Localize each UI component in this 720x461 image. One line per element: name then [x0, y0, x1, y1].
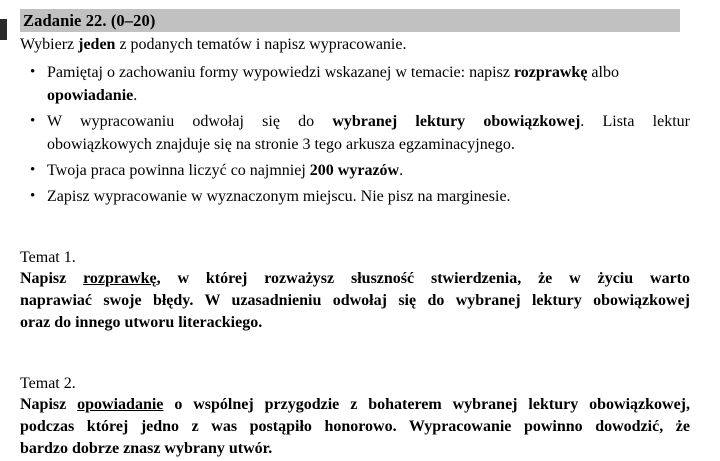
text-line — [20, 312, 690, 334]
text-line — [47, 110, 690, 133]
text-line — [20, 268, 690, 290]
page-edge-mark — [0, 19, 7, 40]
text-line — [20, 394, 690, 416]
text-run: oraz do innego utworu literackiego. — [20, 314, 263, 331]
topic-1-label: Temat 1. — [20, 249, 76, 266]
text-run: wybranej lektury obowiązkowej — [332, 113, 581, 130]
text-run: o wspólnej przygodzie z bohaterem wybranej lektury obowiązkowej, — [163, 396, 690, 413]
text-line — [47, 133, 690, 156]
exam-page — [0, 9, 720, 461]
text-line — [20, 290, 690, 312]
instruction-list — [20, 61, 690, 208]
text-run: W wypracowaniu odwołaj się do — [47, 113, 333, 130]
instruction-item — [20, 159, 690, 182]
instruction-text — [47, 61, 690, 107]
task-header-bar — [20, 9, 680, 32]
text-run: obowiązkowych znajduje się na stronie 3 tego arkusza egzaminacyjnego. — [47, 136, 515, 153]
text-run: rozprawkę — [513, 64, 588, 81]
instruction-text — [47, 110, 690, 156]
text-run: . — [133, 87, 138, 104]
text-run: Napisz — [20, 270, 84, 287]
instruction-item — [20, 185, 690, 208]
text-line — [20, 34, 690, 56]
instruction-text — [47, 159, 690, 182]
instruction-text — [47, 185, 690, 208]
bullet-dot-icon: • — [30, 162, 36, 178]
text-run: 200 wyrazów — [309, 162, 400, 179]
text-run: , w której rozważysz słuszność stwierdzenia, że w życiu warto — [156, 270, 690, 287]
text-run: . — [399, 162, 404, 179]
text-run: Wybierz — [20, 36, 79, 53]
text-line — [47, 185, 690, 208]
text-line — [20, 416, 690, 438]
text-run: Napisz — [20, 396, 78, 413]
text-run: opowiadanie — [47, 87, 134, 104]
bullet-dot-icon: • — [30, 64, 36, 80]
text-run: albo — [587, 64, 619, 81]
text-run: Zapisz wypracowanie w wyznaczonym miejscu. Nie pisz na marginesie. — [47, 188, 511, 205]
topic-2-text — [20, 394, 690, 460]
text-line — [47, 61, 690, 84]
text-run: z podanych tematów i napisz wypracowanie. — [115, 36, 407, 53]
text-line — [20, 438, 690, 460]
text-run: . Lista lektur — [580, 113, 690, 130]
bullet-dot-icon: • — [30, 188, 36, 204]
text-run: bardzo dobrze znasz wybrany utwór. — [20, 440, 273, 457]
task-intro — [20, 34, 690, 56]
text-run: jeden — [78, 36, 116, 53]
task-content — [0, 34, 720, 460]
text-line — [47, 159, 690, 182]
text-run: opowiadanie — [77, 396, 164, 413]
text-run: Pamiętaj o zachowaniu formy wypowiedzi wskazanej w temacie: napisz — [47, 64, 514, 81]
bullet-dot-icon: • — [30, 113, 36, 129]
instruction-item — [20, 110, 690, 156]
text-line — [47, 84, 690, 107]
text-run: Twoja praca powinna liczyć co najmniej — [47, 162, 310, 179]
text-run: rozprawkę — [83, 270, 157, 287]
text-run: podczas której jedno z was postąpiło honorowo. Wypracowanie powinno dowodzić, że — [20, 418, 690, 435]
text-run: naprawiać swoje błędy. W uzasadnieniu odwołaj się do wybranej lektury obowiązkowej — [20, 292, 690, 309]
task-title: Zadanie 22. (0–20) — [23, 10, 156, 30]
instruction-item — [20, 61, 690, 107]
topic-1-text — [20, 268, 690, 334]
topic-2-label: Temat 2. — [20, 375, 76, 392]
